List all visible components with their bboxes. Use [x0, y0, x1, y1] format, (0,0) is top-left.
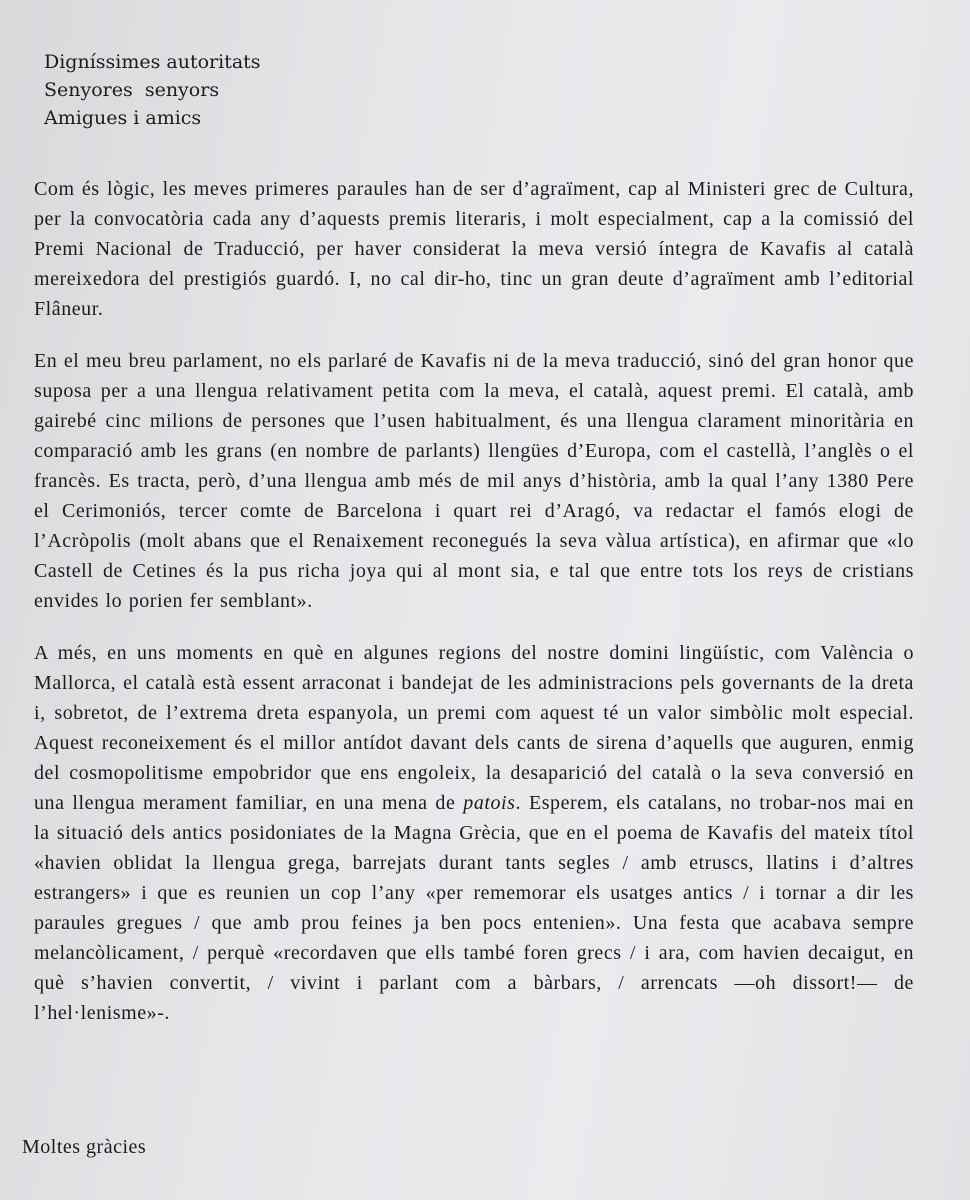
paragraph-text-part: A més, en uns moments en què en algunes regions del nostre domini lingüístic, com València o Mallorca, el català està essent arraconat i bandejat de les administracions pels governants de la dreta i, sobretot, de l’extrema dreta espanyola, un premi com aquest té un valor simbòlic molt especial. Aquest reconeixement és el millor antídot davant dels cants de sirena d’aquells que auguren, enmig del cosmopolitisme empobridor que ens engoleix, la desaparició del català o la seva conversió en una llengua merament familiar, en una mena de [34, 642, 914, 814]
salutation-line-authorities: Digníssimes autoritats [44, 51, 261, 73]
paragraph-symbolic-value [34, 638, 914, 1028]
closing-thanks: Moltes gràcies [22, 1136, 147, 1158]
salutation-line-ladies-gentlemen: Senyores senyors [44, 79, 220, 101]
paragraph-text-part: . Esperem, els catalans, no trobar-nos mai en la situació dels antics posidoniates de la Magna Grècia, que en el poema de Kavafis del mateix títol «havien oblidat la llengua grega, barrejats durant tants segles / amb etruscs, llatins i d’altres estrangers» i que es reunien un cop l’any «per rememorar els usatges antics / i tornar a dir les paraules gregues / que amb prou feines ja ben pocs entenien». Una festa que acabava sempre melancòlicament, / perquè «recordaven que ells també foren grecs / i ara, com havien decaigut, en què s’havien convertit, / vivint i parlant com a bàrbars, / arrencats —oh dissort!— de l’hel·lenisme»-. [34, 792, 914, 1024]
speech-body [34, 174, 914, 1050]
paragraph-catalan-language: En el meu breu parlament, no els parlaré de Kavafis ni de la meva traducció, sinó del gran honor que suposa per a una llengua relativament petita com la meva, el català, aquest premi. El català, amb gairebé cinc milions de persones que l’usen habitualment, és una llengua clarament minoritària en comparació amb les grans (en nombre de parlants) llengües d’Europa, com el castellà, l’anglès o el francès. Es tracta, però, d’una llengua amb més de mil anys d’història, amb la qual l’any 1380 Pere el Cerimoniós, tercer comte de Barcelona i quart rei d’Aragó, va redactar el famós elogi de l’Acròpolis (molt abans que el Renaixement reconegués la seva vàlua artística), en afirmar que «lo Castell de Cetines és la pus richa joya qui al mont sia, e tal que entre tots los reys de cristians envides lo porien fer semblant». [34, 350, 914, 612]
italic-word: patois [463, 792, 516, 814]
salutation-line-friends: Amigues i amics [44, 107, 202, 129]
paragraph-acknowledgements: Com és lògic, les meves primeres paraules han de ser d’agraïment, cap al Ministeri grec de Cultura, per la convocatòria cada any d’aquests premis literaris, i molt especialment, cap a la comissió del Premi Nacional de Traducció, per haver considerat la meva versió íntegra de Kavafis al català mereixedora del prestigiós guardó. I, no cal dir-ho, tinc un gran deute d’agraïment amb l’editorial Flâneur. [34, 178, 914, 320]
salutation-block [44, 48, 261, 132]
